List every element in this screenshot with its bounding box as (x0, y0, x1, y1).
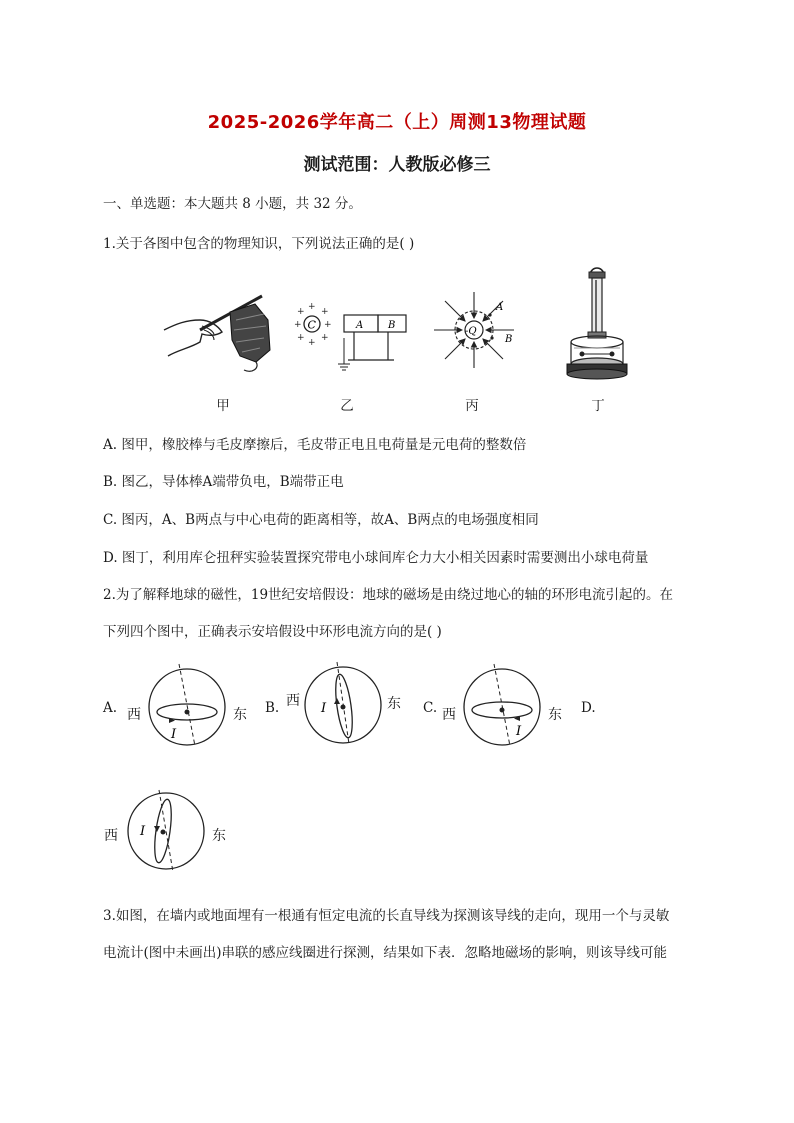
q1-figure-bing (430, 290, 520, 372)
q1-option-d: D. 图丁，利用库仑扭秤实验装置探究带电小球间库仑力大小相关因素时需要测出小球电荷量 (103, 550, 649, 566)
q2-d-west: 西 (104, 828, 118, 844)
q2-figure-d (123, 788, 209, 874)
svg-text:+: + (324, 320, 332, 330)
label-a: A (356, 320, 364, 331)
q1-caption-yi: 乙 (340, 398, 354, 414)
q1-caption-bing: 丙 (465, 398, 479, 414)
q2-b-east: 东 (387, 696, 401, 712)
q1-option-c: C. 图丙，A、B两点与中心电荷的距离相等，故A、B两点的电场强度相同 (103, 512, 539, 528)
q1-caption-jia: 甲 (216, 398, 230, 414)
q2-stem-line1: 2.为了解释地球的磁性，19世纪安培假设：地球的磁场是由绕过地心的轴的环形电流引起的。在 (103, 587, 674, 603)
label-point-a: A (496, 302, 504, 313)
q1-figure-jia (160, 290, 275, 375)
label-b: B (388, 320, 396, 331)
q2-letter-d: D. (581, 700, 596, 716)
page-title: 2025-2026学年高二（上）周测13物理试题 (207, 112, 587, 133)
svg-text:+: + (321, 333, 329, 343)
q2-figure-c (460, 662, 544, 748)
q2-letter-a: A. (103, 700, 118, 716)
q1-caption-ding: 丁 (591, 398, 605, 414)
q2-a-west: 西 (127, 707, 141, 723)
q2-d-east: 东 (212, 828, 226, 844)
q2-b-west: 西 (286, 693, 300, 709)
q2-c-west: 西 (442, 707, 456, 723)
q3-line1: 3.如图，在墙内或地面埋有一根通有恒定电流的长直导线为探测该导线的走向，现用一个与灵敏 (103, 908, 670, 924)
q2-figure-a (145, 662, 229, 748)
q2-letter-b: B. (265, 700, 280, 716)
q3-line2: 电流计(图中未画出)串联的感应线圈进行探测，结果如下表．忽略地磁场的影响，则该导线可能 (103, 945, 668, 961)
svg-text:+: + (308, 302, 316, 312)
q1-option-a: A. 图甲，橡胶棒与毛皮摩擦后，毛皮带正电且电荷量是元电荷的整数倍 (103, 437, 527, 453)
q2-a-east: 东 (233, 707, 247, 723)
label-q: -Q (465, 326, 477, 337)
page-subtitle: 测试范围：人教版必修三 (303, 155, 491, 175)
label-point-b: B (505, 334, 513, 345)
q1-option-b: B. 图乙，导体棒A端带负电，B端带正电 (103, 474, 344, 490)
q2-a-current: I (171, 727, 177, 742)
q2-c-east: 东 (548, 707, 562, 723)
q2-b-current: I (321, 701, 327, 716)
q2-d-current: I (140, 824, 146, 839)
q1-figure-yi (290, 298, 410, 373)
q2-c-current: I (516, 724, 522, 739)
svg-text:+: + (308, 338, 316, 348)
q2-stem-line2: 下列四个图中，正确表示安培假设中环形电流方向的是( ) (103, 624, 442, 640)
q2-letter-c: C. (423, 700, 438, 716)
section-heading: 一、单选题：本大题共 8 小题，共 32 分。 (103, 196, 362, 212)
q2-figure-b (301, 660, 385, 746)
q1-figure-ding (562, 264, 632, 384)
q1-stem: 1.关于各图中包含的物理知识，下列说法正确的是( ) (103, 236, 415, 252)
svg-text:+: + (294, 320, 302, 330)
svg-text:+: + (297, 333, 305, 343)
svg-text:+: + (321, 307, 329, 317)
label-c: C (307, 318, 316, 332)
svg-text:+: + (297, 307, 305, 317)
